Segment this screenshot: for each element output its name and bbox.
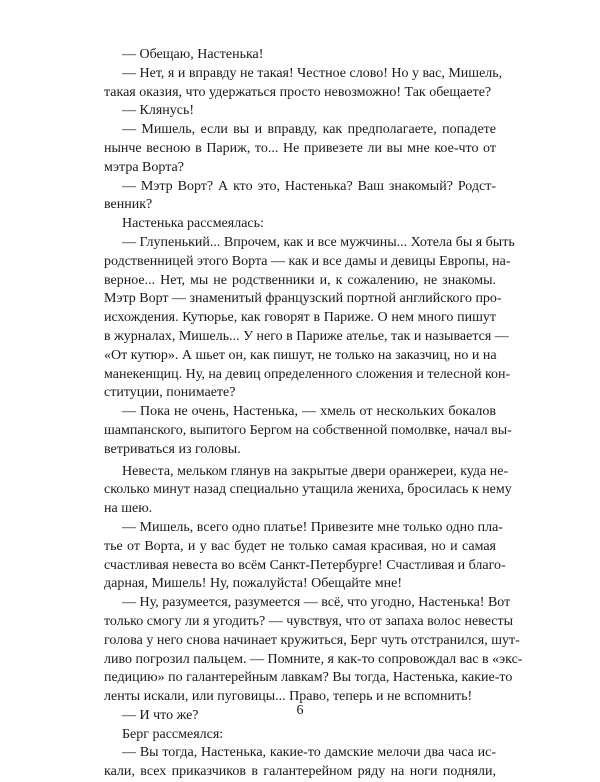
text-line: ленты искали, или пуговицы... Право, теперь и не вспомнить! [104, 689, 473, 705]
text-line: кали, всех приказчиков в галантерейном ряду на ноги подняли, [104, 764, 496, 780]
text-line: тье от Ворта, и у вас будет не только самая красивая, но и самая [104, 538, 496, 554]
text-line: — Мишель, всего одно платье! Привезите мне только одно пла- [122, 519, 503, 535]
text-line: родственницей этого Ворта — как и все дамы и девицы Европы, на- [104, 253, 511, 269]
text-line: шампанского, выпитого Бергом на собственной помолвке, начал вы- [104, 422, 512, 438]
text-line: ституции, понимаете? [104, 385, 236, 401]
text-line: манекенщиц. Ну, на девиц определенного сложения и телесной кон- [104, 366, 511, 382]
page-number: 6 [296, 703, 304, 718]
text-line: — Нет, я и вправду не такая! Честное слово! Но у вас, Мишель, [122, 65, 503, 81]
text-line: в журналах, Мишель... У него в Париже ателье, так и называется — [104, 328, 509, 344]
text-line: Невеста, мельком глянув на закрытые двери оранжереи, куда не- [122, 463, 509, 479]
text-line: педицию» по галантерейным лавкам? Вы тогда, Настенька, какие-то [104, 670, 513, 686]
text-line: Настенька рассмеялась: [122, 216, 264, 232]
text-line: — Обещаю, Настенька! [122, 47, 264, 62]
text-line: сколько минут назад специально утащила жениха, бросилась к нему [104, 482, 512, 498]
text-line: — Ну, разумеется, разумеется — всё, что угодно, Настенька! Вот [122, 595, 511, 611]
body-text [104, 46, 523, 782]
text-line: Берг рассмеялся: [122, 726, 224, 742]
text-line: голова у него снова начинает кружиться, Берг чуть отстранился, шут- [104, 632, 520, 648]
text-line: Мэтр Ворт — знаменитый французский портной английского про- [104, 291, 502, 307]
text-line: только смогу ли я угодить? — чувствуя, что от запаха волос невесты [104, 613, 514, 629]
text-line: — Глупенький... Впрочем, как и все мужчины... Хотела бы я быть [122, 234, 515, 250]
text-line: ветриваться из головы. [104, 441, 241, 457]
text-line: исхождения. Кутюрье, как говорят в Париже. О нем много пишут [104, 310, 496, 326]
text-line: — Пока не очень, Настенька, — хмель от нескольких бокалов [122, 404, 496, 420]
text-line: такая оказия, что удержаться просто невозможно! Так обещаете? [104, 84, 492, 100]
text-line: на шею. [104, 501, 153, 517]
text-line: — Мишель, если вы и вправду, как предполагаете, попадете [122, 122, 496, 138]
text-line: венник? [104, 197, 153, 213]
text-line: дарная, Мишель! Ну, пожалуйста! Обещайте мне! [104, 576, 402, 592]
text-line: ливо погрозил пальцем. — Помните, я как-то сопровождал вас в «экс- [104, 651, 523, 667]
text-line: счастливая невеста во всём Санкт-Петербурге! Счастливая и благо- [104, 557, 506, 573]
text-line: верное... Нет, мы не родственники и, к сожалению, не знакомы. [104, 272, 496, 288]
text-line: — Клянусь! [122, 103, 195, 119]
text-line: — Мэтр Ворт? А кто это, Настенька? Ваш знакомый? Родст- [122, 178, 496, 194]
text-line: «От кутюр». А шьет он, как пишут, не только на заказчиц, но и на [104, 347, 497, 363]
text-line: — И что же? [122, 707, 199, 723]
text-line: нынче весною в Париж, то... Не привезете ли вы мне кое-что от [104, 140, 496, 156]
text-line: мэтра Ворта? [104, 159, 184, 175]
text-line: — Вы тогда, Настенька, какие-то дамские мелочи два часа ис- [122, 745, 496, 761]
